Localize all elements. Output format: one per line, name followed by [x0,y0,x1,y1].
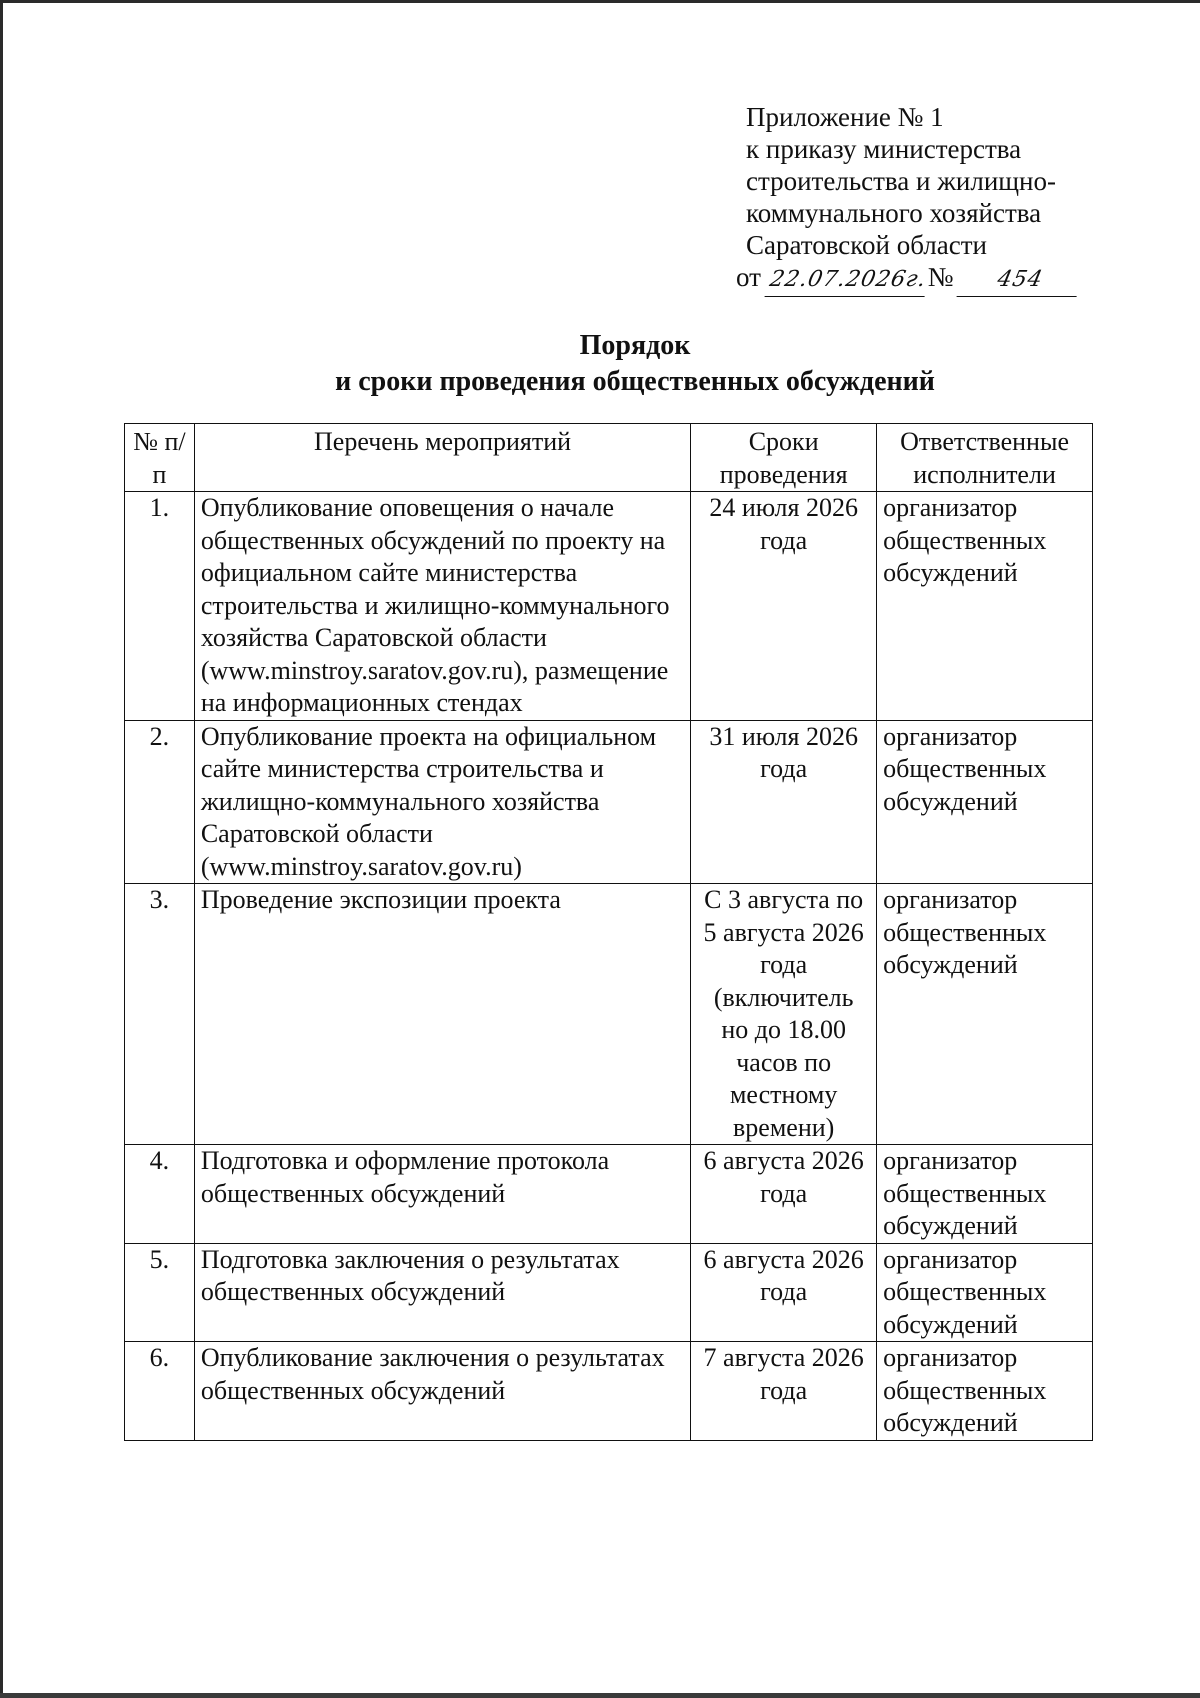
table-row [125,492,1093,721]
table-row [125,1243,1093,1342]
number-label: № [927,262,954,292]
row-responsible: организатор общественных обсуждений [877,492,1093,721]
header-num-text: № п/п [133,427,186,489]
row-num: 4. [125,1145,195,1244]
row-responsible: организатор общественных обсуждений [877,1145,1093,1244]
schedule-table [124,423,1093,1441]
row-event: Опубликование заключения о результатах общественных обсуждений [194,1342,690,1441]
table-header-row [125,424,1093,492]
row-num: 3. [125,884,195,1145]
row-dates: 7 августа 2026 года [691,1342,877,1441]
title-line-1: Порядок [579,330,691,361]
row-event: Подготовка и оформление протокола общественных обсуждений [194,1145,690,1244]
row-dates: 24 июля 2026 года [691,492,877,721]
appendix-line-5: Саратовской области [746,230,987,260]
appendix-order-line [736,261,1076,297]
row-dates: С 3 августа по 5 августа 2026 года (включитель но до 18.00 часов по местному времени) [691,884,877,1145]
row-event: Опубликование оповещения о начале общественных обсуждений по проекту на официальном сайте министерства строительства и жилищно-коммунального хозяйства Саратовской области (www.minstroy.saratov.gov.ru), размещение на информационных стендах [194,492,690,721]
appendix-line-2: к приказу министерства [746,134,1022,164]
table-row [125,884,1093,1145]
handwritten-number: 454 [957,264,1084,297]
header-events: Перечень мероприятий [194,424,690,492]
row-responsible: организатор общественных обсуждений [877,720,1093,884]
header-dates: Сроки проведения [691,424,877,492]
appendix-line-4: коммунального хозяйства [746,198,1042,228]
appendix-block [736,101,1076,297]
table-row [125,1342,1093,1441]
row-num: 5. [125,1243,195,1342]
row-event: Опубликование проекта на официальном сайте министерства строительства и жилищно-коммунального хозяйства Саратовской области (www.minstroy.saratov.gov.ru) [194,720,690,884]
scan-edge-top [0,0,1200,3]
row-event: Подготовка заключения о результатах общественных обсуждений [194,1243,690,1342]
title-line-2: и сроки проведения общественных обсуждений [335,366,935,397]
table-row [125,720,1093,884]
row-dates: 6 августа 2026 года [691,1145,877,1244]
row-num: 6. [125,1342,195,1441]
row-num: 2. [125,720,195,884]
scan-edge-left [0,0,3,1698]
header-responsible: Ответственные исполнители [877,424,1093,492]
scan-edge-bottom [0,1693,1200,1698]
document-title [0,328,1200,400]
row-dates: 31 июля 2026 года [691,720,877,884]
row-responsible: организатор общественных обсуждений [877,1342,1093,1441]
handwritten-date: 22.07.2026г. [764,264,931,297]
row-num: 1. [125,492,195,721]
appendix-line-3: строительства и жилищно- [746,166,1056,196]
appendix-line-1: Приложение № 1 [746,102,944,132]
row-event: Проведение экспозиции проекта [194,884,690,1145]
table-row [125,1145,1093,1244]
row-dates: 6 августа 2026 года [691,1243,877,1342]
from-label: от [736,262,761,292]
header-num [125,424,195,492]
row-responsible: организатор общественных обсуждений [877,884,1093,1145]
row-responsible: организатор общественных обсуждений [877,1243,1093,1342]
